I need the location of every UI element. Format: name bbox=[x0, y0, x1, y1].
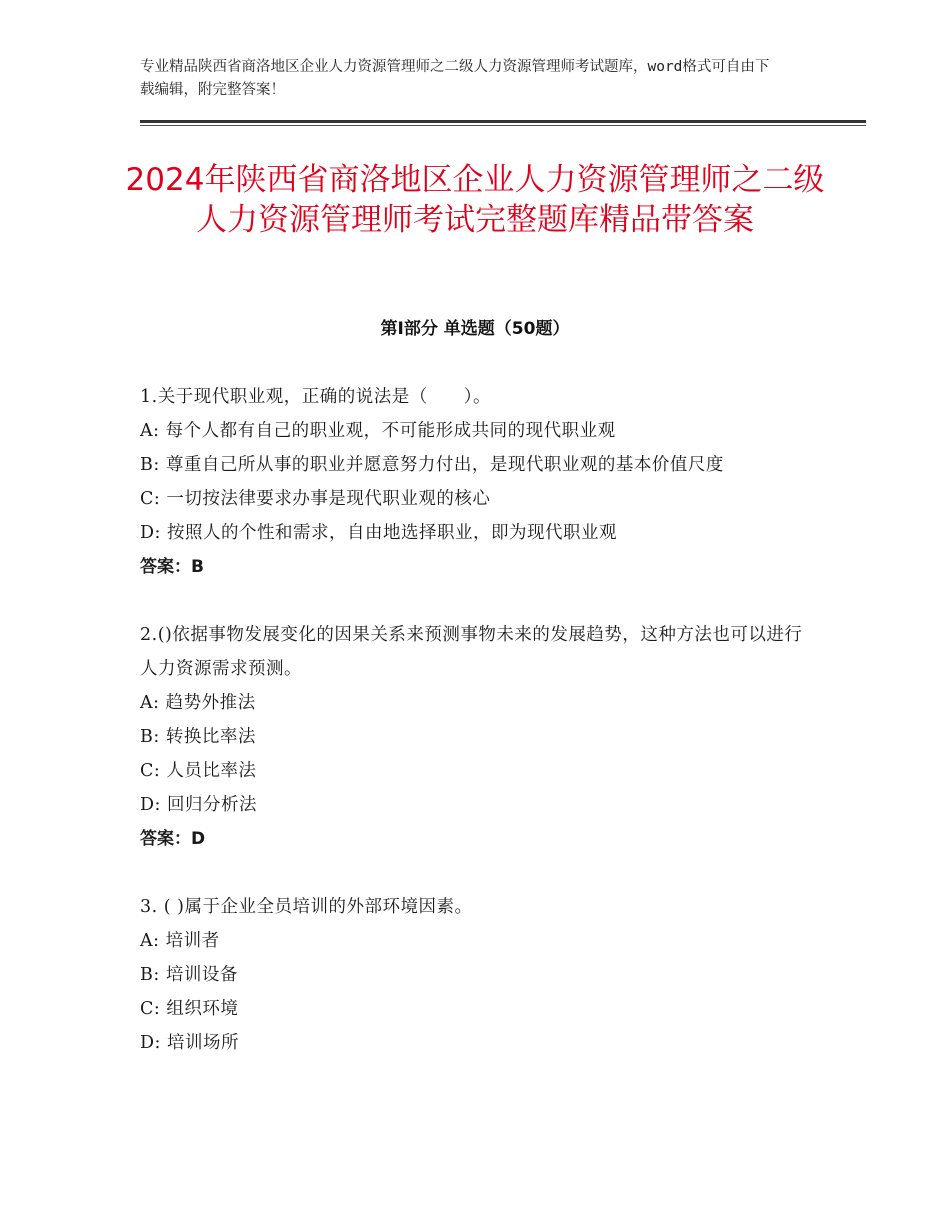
header-rule-thick bbox=[140, 120, 866, 123]
question-stem: 3. ( )属于企业全员培训的外部环境因素。 bbox=[140, 897, 473, 917]
question-3 bbox=[140, 890, 808, 1060]
question-list bbox=[140, 380, 808, 1094]
question-2 bbox=[140, 618, 808, 856]
answer: 答案：B bbox=[140, 557, 204, 577]
section-heading: 第Ⅰ部分 单选题（50题） bbox=[380, 319, 570, 339]
option-c: C: 人员比率法 bbox=[140, 761, 257, 781]
question-stem: 1.关于现代职业观，正确的说法是（ ）。 bbox=[140, 387, 491, 407]
answer: 答案：D bbox=[140, 829, 206, 849]
document-title: 2024年陕西省商洛地区企业人力资源管理师之二级人力资源管理师考试完整题库精品带答案 bbox=[125, 162, 825, 238]
option-b: B: 尊重自己所从事的职业并愿意努力付出，是现代职业观的基本价值尺度 bbox=[140, 455, 724, 475]
option-c: C: 一切按法律要求办事是现代职业观的核心 bbox=[140, 489, 491, 509]
option-d: D: 按照人的个性和需求，自由地选择职业，即为现代职业观 bbox=[140, 523, 617, 543]
header-note: 专业精品陕西省商洛地区企业人力资源管理师之二级人力资源管理师考试题库，word格式可自由下载编辑，附完整答案！ bbox=[140, 59, 770, 98]
option-a: A: 培训者 bbox=[140, 931, 220, 951]
question-1 bbox=[140, 380, 808, 584]
option-b: B: 转换比率法 bbox=[140, 727, 256, 747]
option-a: A: 每个人都有自己的职业观，不可能形成共同的现代职业观 bbox=[140, 421, 616, 441]
option-d: D: 培训场所 bbox=[140, 1033, 239, 1053]
option-a: A: 趋势外推法 bbox=[140, 693, 256, 713]
header-rule-thin bbox=[140, 125, 866, 126]
option-d: D: 回归分析法 bbox=[140, 795, 257, 815]
question-stem: 2.()依据事物发展变化的因果关系来预测事物未来的发展趋势，这种方法也可以进行人力资源需求预测。 bbox=[140, 625, 803, 679]
option-c: C: 组织环境 bbox=[140, 999, 239, 1019]
option-b: B: 培训设备 bbox=[140, 965, 238, 985]
